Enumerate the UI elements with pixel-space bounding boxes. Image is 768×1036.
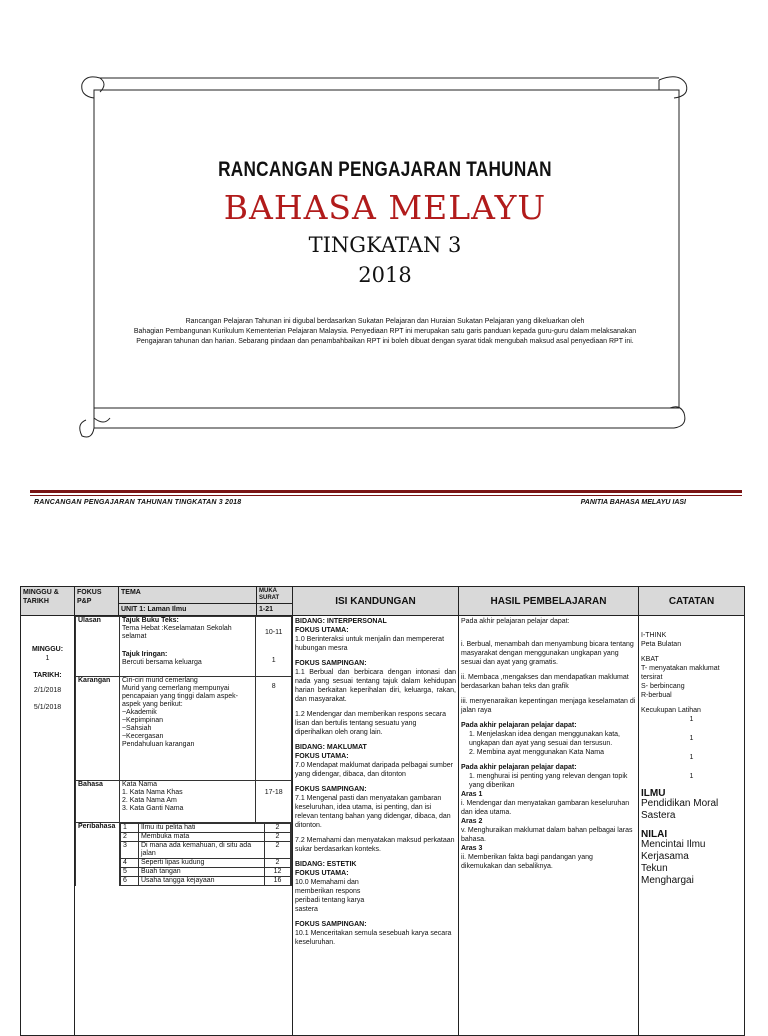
karangan-item: ~Kecergasan bbox=[121, 733, 164, 740]
bahasa-item: 1. Kata Nama Khas bbox=[121, 789, 183, 796]
isi-item: 10.0 Memahami dan memberikan respons peribadi tentang karya sastera bbox=[295, 879, 365, 913]
fokus-sampingan-2: FOKUS SAMPINGAN: bbox=[295, 786, 367, 793]
peribahasa-text: Ilmu itu pelita hati bbox=[138, 824, 264, 833]
peribahasa-no: 5 bbox=[120, 868, 138, 877]
nilai-heading: NILAI bbox=[641, 829, 668, 840]
latihan-count: 1 bbox=[689, 716, 694, 723]
peribahasa-no: 1 bbox=[120, 824, 138, 833]
peribahasa-row bbox=[120, 877, 290, 886]
isi-item: 1.2 Mendengar dan memberikan respons secara lisan dan bertulis tentang sesuatu yang diperihalkan oleh orang lain. bbox=[295, 711, 446, 736]
latihan-count: 1 bbox=[689, 754, 694, 761]
peribahasa-row bbox=[120, 842, 290, 859]
peribahasa-no: 6 bbox=[120, 877, 138, 886]
karangan-item: Pendahuluan karangan bbox=[121, 741, 195, 748]
peribahasa-page: 16 bbox=[265, 877, 291, 886]
unit-title: UNIT 1: Laman Ilmu bbox=[119, 604, 257, 616]
peribahasa-cell bbox=[119, 823, 291, 887]
tema-ulasan bbox=[119, 617, 255, 677]
hasil-item: 1. Menjelaskan idea dengan menggunakan kata, ungkapan dan ayat yang sesuai dan tersusun. bbox=[469, 731, 620, 747]
peribahasa-no: 3 bbox=[120, 842, 138, 859]
peribahasa-text: Di mana ada kemahuan, di situ ada jalan bbox=[138, 842, 264, 859]
fokus-tema-inner bbox=[75, 616, 292, 886]
hasil-item: ii. Membaca ,mengakses dan mendapatkan maklumat berdasarkan bahan teks dan grafik bbox=[461, 674, 629, 690]
header-muka-surat: MUKA SURAT bbox=[257, 587, 293, 604]
fokus-bahasa: Bahasa bbox=[76, 781, 120, 823]
peribahasa-no: 2 bbox=[120, 833, 138, 842]
peribahasa-row bbox=[120, 824, 290, 833]
nilai-item: Tekun bbox=[641, 863, 668, 874]
hasil-item: iii. menyenaraikan kepentingan menjaga keselamatan di jalan raya bbox=[461, 698, 636, 714]
minggu-label: MINGGU: bbox=[31, 646, 64, 653]
isi-item: 7.0 Mendapat maklumat daripada pelbagai sumber yang didengar, dibaca, dan ditonton bbox=[295, 762, 453, 778]
fokus-karangan: Karangan bbox=[76, 677, 120, 781]
hasil-intro: Pada akhir pelajaran pelajar dapat: bbox=[461, 618, 570, 625]
page-ref: 17-18 bbox=[264, 789, 283, 796]
header-hasil: HASIL PEMBELAJARAN bbox=[459, 587, 639, 616]
fokus-utama-1: FOKUS UTAMA: bbox=[295, 627, 349, 634]
fokus-peribahasa: Peribahasa bbox=[76, 823, 120, 887]
catatan-cell bbox=[639, 616, 745, 1036]
page-ref: 1 bbox=[271, 657, 276, 664]
catatan-item: Kecukupan Latihan bbox=[641, 707, 701, 714]
peribahasa-page: 2 bbox=[265, 842, 291, 859]
karangan-item: ~Akademik bbox=[121, 709, 157, 716]
aras-2: Aras 2 bbox=[461, 818, 483, 825]
header-tema: TEMA bbox=[119, 587, 257, 604]
bidang-estetik: BIDANG: ESTETIK bbox=[295, 861, 357, 868]
isi-item: 1.0 Berinteraksi untuk menjalin dan mempererat hubungan mesra bbox=[295, 636, 445, 652]
bidang-interpersonal: BIDANG: INTERPERSONAL bbox=[295, 618, 387, 625]
hasil-pembelajaran-cell bbox=[459, 616, 639, 1036]
header-catatan: CATATAN bbox=[639, 587, 745, 616]
intro-paragraph bbox=[115, 317, 655, 347]
catatan-item: R-berbual bbox=[641, 692, 672, 699]
header-fokus: FOKUS P&P bbox=[75, 587, 119, 616]
plan-title: RANCANGAN PENGAJARAN TAHUNAN bbox=[218, 158, 552, 181]
catatan-item: S- berbincang bbox=[641, 683, 685, 690]
week-date-cell bbox=[21, 616, 75, 1036]
lesson-plan-table bbox=[20, 586, 745, 1036]
peribahasa-text: Membuka mata bbox=[138, 833, 264, 842]
subject-title: BAHASA MELAYU bbox=[223, 188, 547, 227]
catatan-item: KBAT bbox=[641, 656, 659, 663]
minggu-value: 1 bbox=[45, 655, 50, 662]
tarikh-end: 5/1/2018 bbox=[33, 704, 62, 711]
latihan-count: 1 bbox=[689, 735, 694, 742]
nilai-item: Kerjasama bbox=[641, 851, 689, 862]
header-rule-thin bbox=[30, 495, 742, 496]
ilmu-item: Sastera bbox=[641, 810, 676, 821]
form-title: TINGKATAN 3 bbox=[308, 233, 462, 257]
aras-1: Aras 1 bbox=[461, 791, 483, 798]
pages-ulasan bbox=[256, 617, 292, 677]
ilmu-heading: ILMU bbox=[641, 788, 666, 799]
isi-kandungan-cell bbox=[293, 616, 459, 1036]
hasil-intro: Pada akhir pelajaran pelajar dapat: bbox=[461, 722, 577, 729]
fokus-ulasan: Ulasan bbox=[76, 617, 120, 677]
isi-item: 7.2 Memahami dan menyatakan maksud perkataan sukar berdasarkan konteks. bbox=[295, 837, 455, 853]
header-rule bbox=[30, 490, 742, 496]
year-title: 2018 bbox=[358, 263, 412, 287]
bahasa-item: 3. Kata Ganti Nama bbox=[121, 805, 184, 812]
peribahasa-text: Buah tangan bbox=[138, 868, 264, 877]
aras-3: Aras 3 bbox=[461, 845, 483, 852]
intro-line: Rancangan Pelajaran Tahunan ini digubal berdasarkan Sukatan Pelajaran dan Huraian Sukatan Pelajaran yang dikeluarkan oleh bbox=[185, 318, 585, 325]
running-header-left: RANCANGAN PENGAJARAN TAHUNAN TINGKATAN 3 2018 bbox=[34, 499, 242, 506]
tema-iringan-title: Tajuk Iringan: bbox=[121, 651, 168, 658]
fokus-sampingan-3: FOKUS SAMPINGAN: bbox=[295, 921, 367, 928]
latihan-count: 1 bbox=[689, 773, 694, 780]
peribahasa-text: Seperti lipas kudung bbox=[138, 859, 264, 868]
isi-item: 7.1 Mengenal pasti dan menyatakan gambaran keseluruhan, idea utama, isi penting, dan isi relevan tentang bahan yang didengar, dibaca, dan ditonton. bbox=[295, 795, 451, 829]
tarikh-label: TARIKH: bbox=[33, 672, 62, 679]
peribahasa-page: 2 bbox=[265, 859, 291, 868]
peribahasa-text: Usaha tangga kejayaan bbox=[138, 877, 264, 886]
tema-ulasan-title: Tajuk Buku Teks: bbox=[121, 617, 179, 624]
fokus-utama-3: FOKUS UTAMA: bbox=[295, 870, 349, 877]
page-ref: 8 bbox=[271, 683, 276, 690]
tema-karangan bbox=[119, 677, 255, 781]
tema-bahasa bbox=[119, 781, 255, 823]
tema-ulasan-text: Tema Hebat :Keselamatan Sekolah selamat bbox=[121, 625, 232, 640]
intro-line: Bahagian Pembangunan Kurikulum Kementerian Pelajaran Malaysia. Penyediaan RPT ini merupakan satu garis panduan kepada guru-guru dalam melaksanakan bbox=[133, 328, 637, 335]
hasil-item: i. Berbual, menambah dan menyambung bicara tentang masyarakat dengan menggunakan ungkapan yang sesuai dan ayat yang gramatis. bbox=[461, 641, 634, 666]
intro-line: Pengajaran tahunan dan harian. Sebarang pindaan dan penambahbaikan RPT ini boleh dibuat dengan syarat tidak mengubah maksud asal penyediaan RPT ini. bbox=[136, 338, 634, 345]
tarikh-start: 2/1/2018 bbox=[33, 687, 62, 694]
karangan-item: ~Kepimpinan bbox=[121, 717, 164, 724]
isi-item: 10.1 Menceritakan semula sesebuah karya secara keseluruhan. bbox=[295, 930, 452, 946]
fokus-tema-block bbox=[75, 616, 293, 1036]
unit-pages: 1-21 bbox=[257, 604, 293, 616]
hasil-item: i. Mendengar dan menyatakan gambaran keseluruhan dan idea utama. bbox=[461, 800, 630, 816]
catatan-item: Peta Bulatan bbox=[641, 641, 682, 648]
header-minggu: MINGGU & TARIKH bbox=[21, 587, 75, 616]
ilmu-item: Pendidikan Moral bbox=[641, 798, 719, 809]
isi-item: 1.1 Berbual dan berbicara dengan intonasi dan nada yang sesuai tentang tajuk dalam kehidupan harian berkaitan keperihalan diri, keluarga, rakan, dan masyarakat. bbox=[295, 669, 456, 703]
running-header-right: PANITIA BAHASA MELAYU IASI bbox=[580, 499, 686, 506]
peribahasa-page: 12 bbox=[265, 868, 291, 877]
hasil-intro: Pada akhir pelajaran pelajar dapat: bbox=[461, 764, 577, 771]
fokus-sampingan-1: FOKUS SAMPINGAN: bbox=[295, 660, 367, 667]
peribahasa-row bbox=[120, 859, 290, 868]
hasil-item: v. Menghuraikan maklumat dalam bahan pelbagai laras bahasa. bbox=[461, 827, 633, 843]
pages-bahasa bbox=[256, 781, 292, 823]
cover-title-block bbox=[100, 150, 670, 347]
pages-karangan bbox=[256, 677, 292, 781]
peribahasa-row bbox=[120, 833, 290, 842]
catatan-item: I-THINK bbox=[641, 632, 667, 639]
header-rule-thick bbox=[30, 490, 742, 493]
hasil-item: 2. Membina ayat menggunakan Kata Nama bbox=[469, 749, 605, 756]
peribahasa-table bbox=[120, 823, 291, 886]
fokus-utama-2: FOKUS UTAMA: bbox=[295, 753, 349, 760]
karangan-text: Murid yang cemerlang mempunyai pencapaian yang tinggi dalam aspek-aspek yang berikut: bbox=[121, 685, 238, 708]
bahasa-item: 2. Kata Nama Am bbox=[121, 797, 177, 804]
bidang-maklumat: BIDANG: MAKLUMAT bbox=[295, 744, 367, 751]
hasil-item: 1. menghurai isi penting yang relevan dengan topik yang diberikan bbox=[469, 773, 628, 789]
tema-iringan-text: Bercuti bersama keluarga bbox=[121, 659, 202, 666]
nilai-item: Mencintai Ilmu bbox=[641, 839, 706, 850]
page-ref: 10-11 bbox=[264, 629, 283, 636]
bahasa-title: Kata Nama bbox=[121, 781, 157, 788]
karangan-item: ~Sahsiah bbox=[121, 725, 152, 732]
peribahasa-page: 2 bbox=[265, 833, 291, 842]
hasil-item: ii. Memberikan fakta bagi pandangan yang dikemukakan dan sebaliknya. bbox=[461, 854, 593, 870]
catatan-item: T- menyatakan maklumat tersirat bbox=[641, 665, 720, 681]
peribahasa-page: 2 bbox=[265, 824, 291, 833]
header-isi: ISI KANDUNGAN bbox=[293, 587, 459, 616]
nilai-item: Menghargai bbox=[641, 875, 694, 886]
peribahasa-row bbox=[120, 868, 290, 877]
karangan-title: Ciri-ciri murid cemerlang bbox=[121, 677, 198, 684]
peribahasa-no: 4 bbox=[120, 859, 138, 868]
